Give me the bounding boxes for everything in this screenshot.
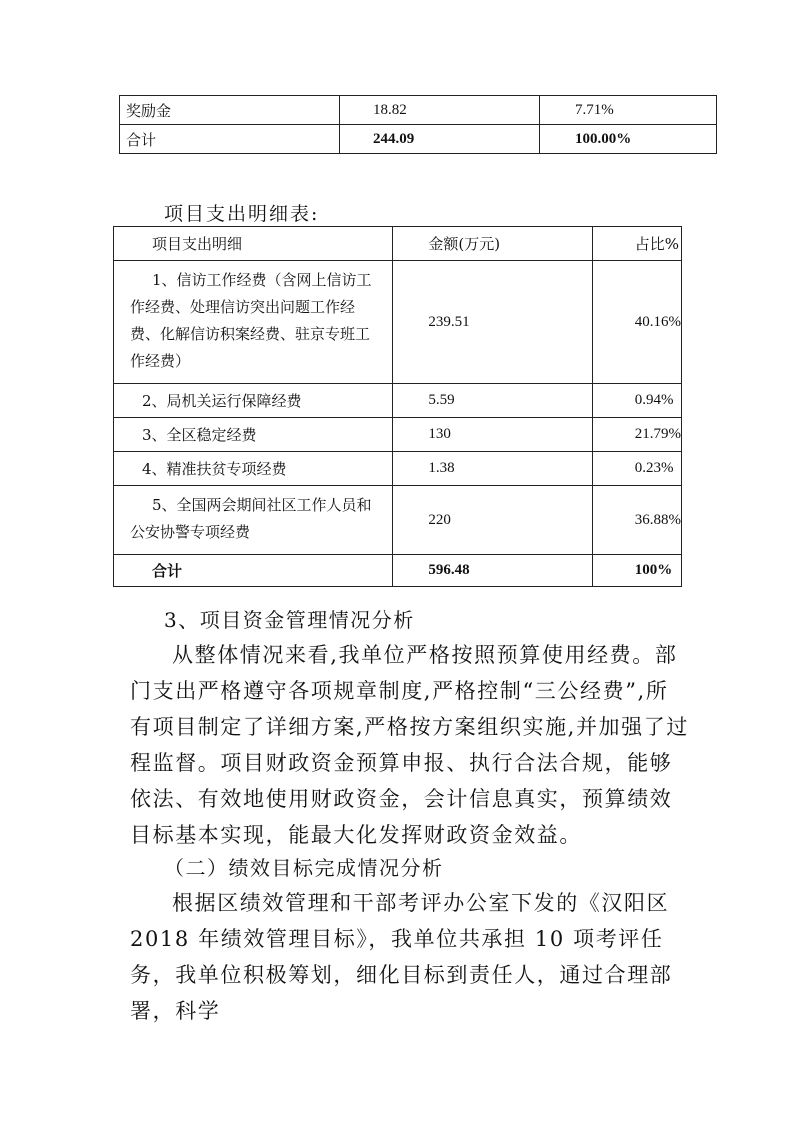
row-percent: 40.16%: [592, 261, 681, 384]
detail-table-title: 项目支出明细表:: [164, 203, 320, 225]
table-row: [114, 261, 682, 384]
row-amount: 239.51: [393, 261, 592, 384]
header-item: 项目支出明细: [114, 227, 393, 261]
total-percent: 100%: [592, 555, 681, 587]
row-percent: 0.94%: [592, 384, 681, 418]
table-row: [114, 384, 682, 418]
header-amount: 金额(万元): [393, 227, 592, 261]
table-header-row: [114, 227, 682, 261]
row-label: [114, 486, 393, 555]
row-label-text: 2、局机关运行保障经费: [142, 392, 302, 410]
header-percent: 占比%: [592, 227, 681, 261]
table-row: [114, 486, 682, 555]
table-row: [120, 96, 717, 125]
section-heading: （二）绩效目标完成情况分析: [164, 856, 444, 880]
section-paragraph: 从整体情况来看,我单位严格按照预算使用经费。部门支出严格遵守各项规章制度,严格控制“三公经费”,所有项目制定了详细方案,严格按方案组织实施,并加强了过程监督。项目财政资金预算申报、执行合法合规，能够依法、有效地使用财政资金，会计信息真实，预算绩效目标基本实现，能最大化发挥财政资金效益。: [130, 643, 689, 847]
row-label: [114, 261, 393, 384]
row-percent: 100.00%: [540, 125, 717, 154]
project-expense-table: [113, 226, 682, 587]
section-heading: 3、项目资金管理情况分析: [164, 608, 415, 632]
row-label: [114, 452, 393, 486]
table-row: [114, 452, 682, 486]
summary-table: [119, 95, 717, 154]
table-row: [120, 125, 717, 154]
total-amount: 596.48: [393, 555, 592, 587]
row-label: 合计: [120, 125, 340, 154]
row-amount: 130: [393, 418, 592, 452]
row-amount: 18.82: [340, 96, 540, 125]
row-percent: 0.23%: [592, 452, 681, 486]
row-label-text: 5、全国两会期间社区工作人员和公安协警专项经费: [130, 496, 372, 541]
row-percent: 21.79%: [592, 418, 681, 452]
row-percent: 36.88%: [592, 486, 681, 555]
row-amount: 5.59: [393, 384, 592, 418]
row-label-text: 3、全区稳定经费: [142, 426, 257, 444]
row-amount: 1.38: [393, 452, 592, 486]
row-label-text: 4、精准扶贫专项经费: [142, 460, 287, 478]
row-amount: 244.09: [340, 125, 540, 154]
total-label: 合计: [114, 555, 393, 587]
row-amount: 220: [393, 486, 592, 555]
section-paragraph: 根据区绩效管理和干部考评办公室下发的《汉阳区2018 年绩效管理目标》，我单位共承担 10 项考评任务，我单位积极筹划，细化目标到责任人，通过合理部署，科学: [130, 891, 673, 1023]
table-row: [114, 418, 682, 452]
table-total-row: [114, 555, 682, 587]
row-percent: 7.71%: [540, 96, 717, 125]
row-label: 奖励金: [120, 96, 340, 125]
row-label: [114, 418, 393, 452]
row-label: [114, 384, 393, 418]
row-label-text: 1、信访工作经费（含网上信访工作经费、处理信访突出问题工作经费、化解信访积案经费、驻京专班工作经费）: [130, 271, 372, 370]
